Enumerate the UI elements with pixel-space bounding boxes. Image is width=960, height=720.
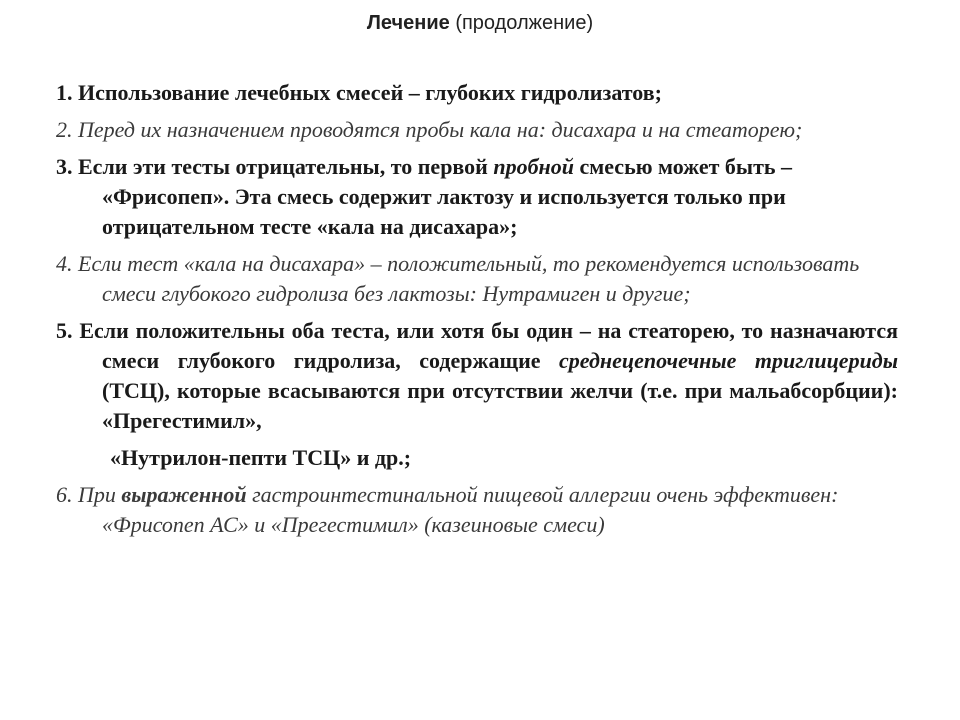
- list-item-2: [56, 115, 898, 145]
- item-3-emphasis: пробной: [493, 154, 575, 179]
- list-item-1: [56, 78, 898, 108]
- item-5-text-start: 5. Если положительны оба теста, или хотя бы один – на стеаторею, то назначаются смеси глубокого гидролиза, содержащие: [56, 318, 898, 373]
- list-item-3: [56, 152, 898, 242]
- item-5-emphasis: среднецепочечные триглицериды: [559, 348, 898, 373]
- item-1-text: 1. Использование лечебных смесей – глубоких гидролизатов;: [56, 80, 662, 105]
- list-item-5: [56, 316, 898, 436]
- title-subtitle: (продолжение): [455, 12, 594, 34]
- page-title: [0, 8, 960, 38]
- item-3-text-start: 3. Если эти тесты отрицательны, то первой: [56, 154, 494, 179]
- item-5-line2: «Нутрилон-пепти ТСЦ» и др.;: [110, 445, 412, 470]
- list-item-6: [56, 480, 898, 540]
- item-2-text: 2. Перед их назначением проводятся пробы кала на: дисахара и на стеаторею;: [56, 117, 803, 142]
- list-item-5-continuation: [56, 443, 898, 473]
- item-3-text-end: смесью может быть – «Фрисопеп». Эта смесь содержит лактозу и используется только при отрицательном тесте «кала на дисахара»;: [102, 154, 793, 239]
- item-5-text-end: (ТСЦ), которые всасываются при отсутствии желчи (т.е. при мальабсорбции): «Прегестимил»,: [102, 378, 898, 433]
- item-6-emphasis: выраженной: [121, 482, 247, 507]
- item-6-text-start: 6. При: [56, 482, 122, 507]
- item-6-text-end: гастроинтестинальной пищевой аллергии очень эффективен: «Фрисопеп АС» и «Прегестимил» (казеиновые смеси): [102, 482, 839, 537]
- item-4-text: 4. Если тест «кала на дисахара» – положительный, то рекомендуется использовать смеси глубокого гидролиза без лактозы: Нутрамиген и другие;: [56, 251, 860, 306]
- list-item-4: [56, 249, 898, 309]
- treatment-list: [56, 78, 898, 540]
- title-bold: Лечение: [366, 12, 450, 34]
